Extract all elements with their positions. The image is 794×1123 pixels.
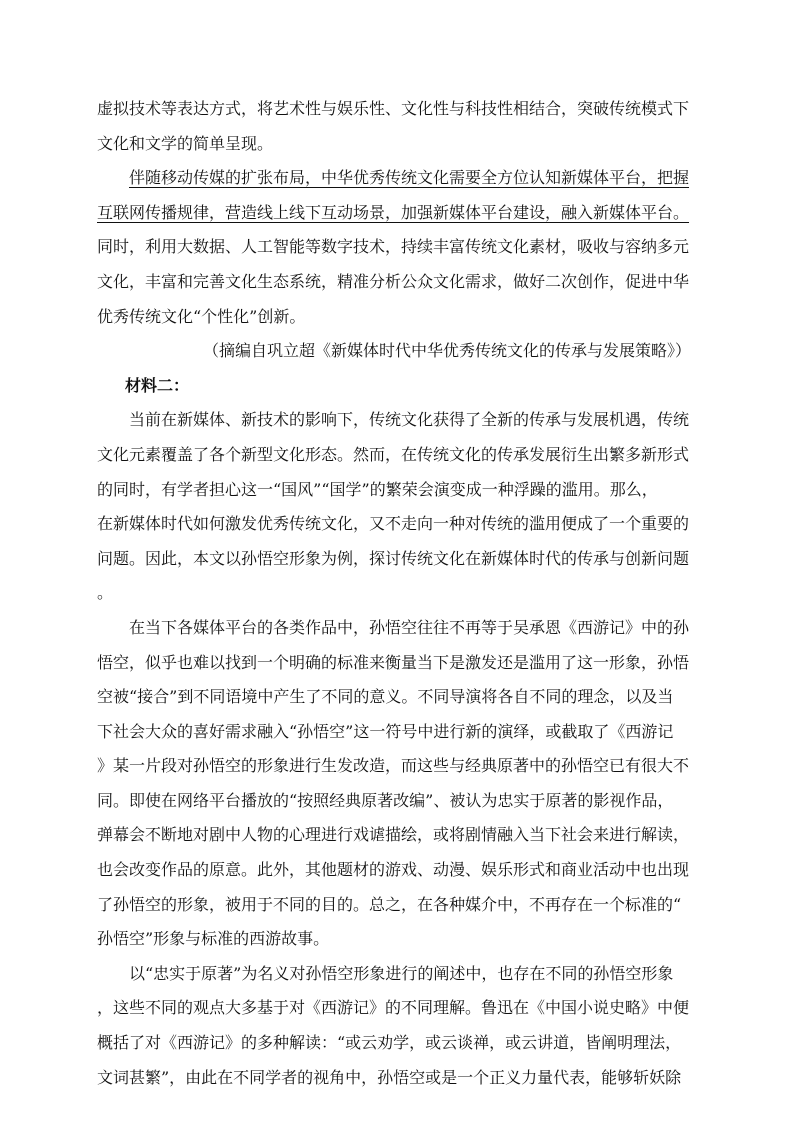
text-line: 问题。因此，本文以孙悟空形象为例，探讨传统文化在新媒体时代的传承与创新问题 (97, 548, 690, 568)
section-heading: 材料二： (125, 375, 190, 395)
underlined-text-line: 互联网传播规律，营造线上线下互动场景，加强新媒体平台建设，融入新媒体平台。 (97, 202, 690, 222)
text-line: 文化元素覆盖了各个新型文化形态。然而，在传统文化的传承发展衍生出繁多新形式 (97, 444, 690, 464)
text-line: 优秀传统文化“个性化”创新。 (97, 306, 306, 326)
text-line: 下社会大众的喜好需求融入“孙悟空”这一符号中进行新的演绎，或截取了《西游记 (97, 721, 674, 741)
text-line: 空被“接合”到不同语境中产生了不同的意义。不同导演将各自不同的理念，以及当 (97, 687, 674, 707)
text-line: 以“忠实于原著”为名义对孙悟空形象进行的阐述中，也存在不同的孙悟空形象 (129, 963, 674, 983)
text-line: 在新媒体时代如何激发优秀传统文化，又不走向一种对传统的滥用便成了一个重要的 (97, 514, 690, 534)
text-line: 文词甚繁”，由此在不同学者的视角中，孙悟空或是一个正义力量代表，能够斩妖除 (97, 1067, 682, 1087)
text-line: 文化和文学的简单呈现。 (97, 133, 274, 153)
text-line: 。 (97, 583, 114, 603)
text-line: 当前在新媒体、新技术的影响下，传统文化获得了全新的传承与发展机遇，传统 (129, 410, 690, 430)
source-citation: （摘编自巩立超《新媒体时代中华优秀传统文化的传承与发展策略》） (202, 341, 691, 361)
text-line: 同。即使在网络平台播放的“按照经典原著改编”、被认为忠实于原著的影视作品， (97, 790, 674, 810)
text-line: 》某一片段对孙悟空的形象进行生发改造，而这些与经典原著中的孙悟空已有很大不 (97, 756, 690, 776)
text-line: 也会改变作品的原意。此外，其他题材的游戏、动漫、娱乐形式和商业活动中也出现 (97, 860, 690, 880)
text-line: 的同时，有学者担心这一“国风”“国学”的繁荣会演变成一种浮躁的滥用。那么， (97, 479, 658, 499)
text-line: 文化，丰富和完善文化生态系统，精准分析公众文化需求，做好二次创作，促进中华 (97, 271, 690, 291)
text-line: 概括了对《西游记》的多种解读：“或云劝学，或云谈禅，或云讲道，皆阐明理法， (97, 1033, 682, 1053)
text-line: 虚拟技术等表达方式，将艺术性与娱乐性、文化性与科技性相结合，突破传统模式下 (97, 99, 690, 118)
text-line: 同时，利用大数据、人工智能等数字技术，持续丰富传统文化素材，吸收与容纳多元 (97, 237, 690, 257)
underlined-text-line: 伴随移动传媒的扩张布局，中华优秀传统文化需要全方位认知新媒体平台，把握 (129, 168, 690, 188)
text-line: 悟空，似乎也难以找到一个明确的标准来衡量当下是激发还是滥用了这一形象，孙悟 (97, 652, 690, 672)
text-line: 孙悟空”形象与标准的西游故事。 (97, 929, 330, 949)
document-body (97, 92, 697, 1095)
text-line: 在当下各媒体平台的各类作品中，孙悟空往往不再等于吴承恩《西游记》中的孙 (129, 617, 690, 637)
text-line: ，这些不同的观点大多基于对《西游记》的不同理解。鲁迅在《中国小说史略》中便 (97, 998, 690, 1018)
text-line: 了孙悟空的形象，被用于不同的目的。总之，在各种媒介中，不再存在一个标准的“ (97, 894, 682, 914)
text-line: 弹幕会不断地对剧中人物的心理进行戏谑描绘，或将剧情融入当下社会来进行解读， (97, 825, 690, 845)
